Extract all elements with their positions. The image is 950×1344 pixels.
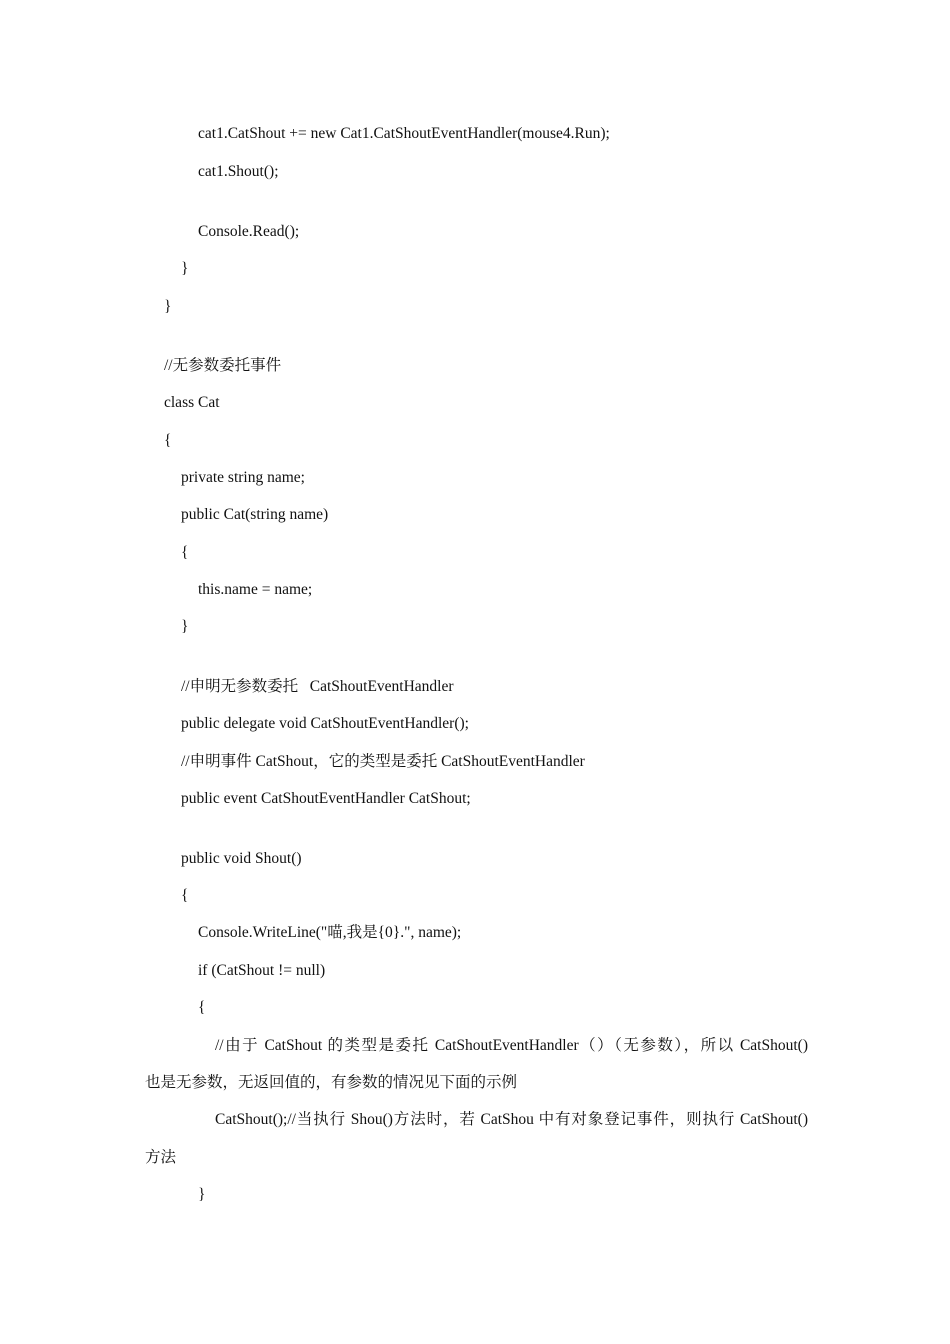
- code-line: cat1.Shout();: [198, 163, 279, 180]
- code-line: private string name;: [181, 469, 305, 486]
- code-line: {: [181, 887, 189, 904]
- code-line: cat1.CatShout += new Cat1.CatShoutEventHandler(mouse4.Run);: [198, 125, 610, 142]
- code-line: class Cat: [164, 394, 220, 411]
- code-comment-continuation: 方法: [145, 1149, 177, 1166]
- code-line: if (CatShout != null): [198, 962, 326, 979]
- code-comment: //申明事件 CatShout，它的类型是委托 CatShoutEventHandler: [181, 753, 585, 770]
- code-line: {: [198, 999, 206, 1016]
- code-line: }: [198, 1186, 206, 1203]
- code-line: this.name = name;: [198, 581, 313, 598]
- code-line: public event CatShoutEventHandler CatShout;: [181, 790, 471, 807]
- code-line: }: [181, 260, 189, 277]
- code-line: public Cat(string name): [181, 506, 329, 523]
- code-comment: //无参数委托事件: [164, 357, 282, 374]
- code-line: {: [164, 432, 172, 449]
- code-comment-continuation: 也是无参数，无返回值的，有参数的情况见下面的示例: [145, 1074, 518, 1091]
- code-line: public delegate void CatShoutEventHandler();: [181, 715, 469, 732]
- code-line: public void Shout(): [181, 850, 302, 867]
- code-line: Console.WriteLine("喵,我是{0}.", name);: [198, 924, 462, 941]
- code-line: CatShout();//当执行 Shou()方法时，若 CatShou 中有对象登记事件，则执行 CatShout(): [215, 1111, 808, 1128]
- code-line: Console.Read();: [198, 223, 300, 240]
- code-comment: //由于 CatShout 的类型是委托 CatShoutEventHandler（）（无参数），所以 CatShout(): [215, 1037, 808, 1054]
- code-comment: //申明无参数委托 CatShoutEventHandler: [181, 678, 454, 695]
- code-line: }: [181, 618, 189, 635]
- code-line: {: [181, 544, 189, 561]
- code-line: }: [164, 298, 172, 315]
